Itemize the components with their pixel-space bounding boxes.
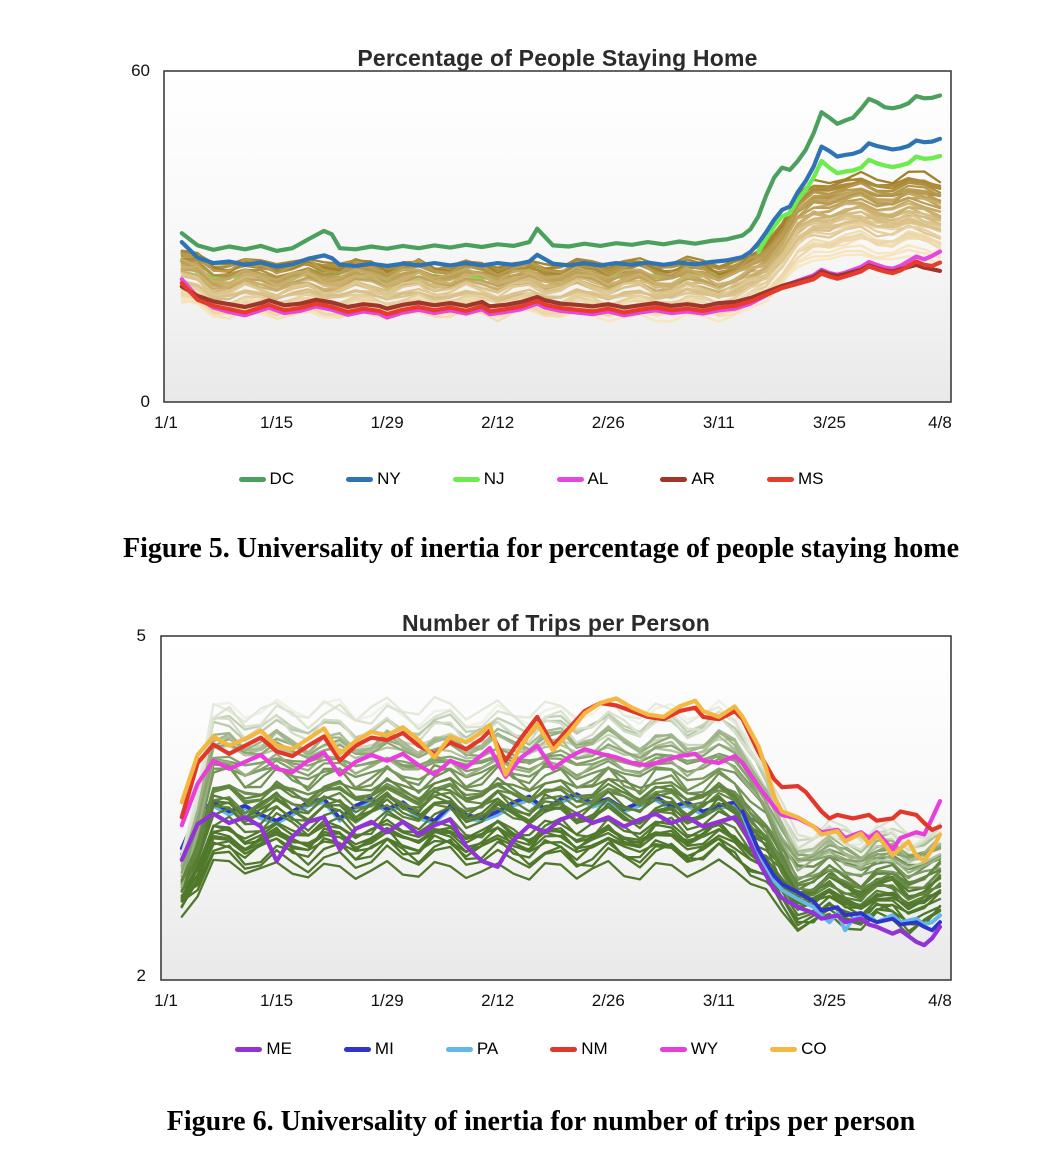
figure-5-caption: Figure 5. Universality of inertia for percentage of people staying home [123, 533, 959, 564]
x-axis-label: 3/11 [702, 991, 735, 1010]
legend-swatch [239, 477, 266, 482]
legend-item-al [557, 469, 609, 489]
x-axis-label: 3/25 [812, 413, 846, 432]
legend-swatch [235, 1047, 262, 1052]
legend-item-co [770, 1039, 827, 1059]
legend-item-pa [446, 1039, 498, 1059]
legend-label: DC [269, 469, 295, 488]
legend-swatch [550, 1047, 577, 1052]
legend-staying-home [0, 469, 1062, 489]
legend-item-ms [767, 469, 824, 489]
legend-item-dc [239, 469, 295, 489]
x-axis-label: 1/1 [154, 991, 178, 1010]
x-axis-label: 2/26 [591, 413, 625, 432]
x-axis-label: 1/15 [260, 413, 294, 432]
legend-swatch [453, 477, 480, 482]
legend-item-nj [453, 469, 505, 489]
legend-item-nm [550, 1039, 607, 1059]
legend-swatch [770, 1047, 797, 1052]
x-axis-label: 3/25 [812, 991, 846, 1010]
chart-title-trips: Number of Trips per Person [401, 610, 711, 637]
x-axis-label: 2/26 [591, 991, 625, 1010]
legend-item-me [235, 1039, 292, 1059]
legend-label: PA [476, 1039, 499, 1058]
legend-item-ny [346, 469, 401, 489]
legend-label: AL [587, 469, 609, 488]
legend-swatch [660, 1047, 687, 1052]
legend-swatch [660, 477, 687, 482]
y-axis-tick-max: 60 [131, 61, 150, 80]
legend-item-mi [344, 1039, 394, 1059]
legend-label: NM [581, 1039, 608, 1058]
x-axis-label: 4/8 [928, 991, 952, 1010]
legend-label: CO [801, 1039, 827, 1058]
legend-swatch [446, 1047, 473, 1052]
plot-area-trips [160, 635, 952, 981]
x-axis-label: 1/1 [154, 413, 178, 432]
y-axis-tick-max: 5 [136, 626, 146, 645]
x-axis-label: 2/12 [481, 991, 515, 1010]
legend-swatch [767, 477, 794, 482]
legend-swatch [344, 1047, 371, 1052]
y-axis-tick-min: 2 [136, 966, 146, 985]
legend-swatch [346, 477, 373, 482]
x-axis-label: 2/12 [481, 413, 515, 432]
legend-label: MS [797, 469, 824, 488]
x-axis-label: 1/29 [370, 413, 404, 432]
y-axis-tick-min: 0 [140, 392, 150, 411]
x-axis-label: 1/15 [260, 991, 294, 1010]
legend-label: ME [266, 1039, 292, 1058]
legend-swatch [557, 477, 584, 482]
legend-label: AR [691, 469, 715, 488]
legend-item-ar [660, 469, 715, 489]
x-axis-label: 1/29 [370, 991, 404, 1010]
legend-label: WY [690, 1039, 719, 1058]
legend-trips [0, 1039, 1062, 1059]
plot-area-staying-home [163, 70, 952, 403]
chart-title-staying-home: Percentage of People Staying Home [357, 45, 758, 72]
legend-label: NJ [483, 469, 505, 488]
x-axis-label: 4/8 [928, 413, 952, 432]
figure-6-caption: Figure 6. Universality of inertia for number of trips per person [166, 1106, 916, 1137]
legend-label: MI [374, 1039, 394, 1058]
x-axis-label: 3/11 [702, 413, 735, 432]
legend-item-wy [660, 1039, 718, 1059]
legend-label: NY [377, 469, 401, 488]
